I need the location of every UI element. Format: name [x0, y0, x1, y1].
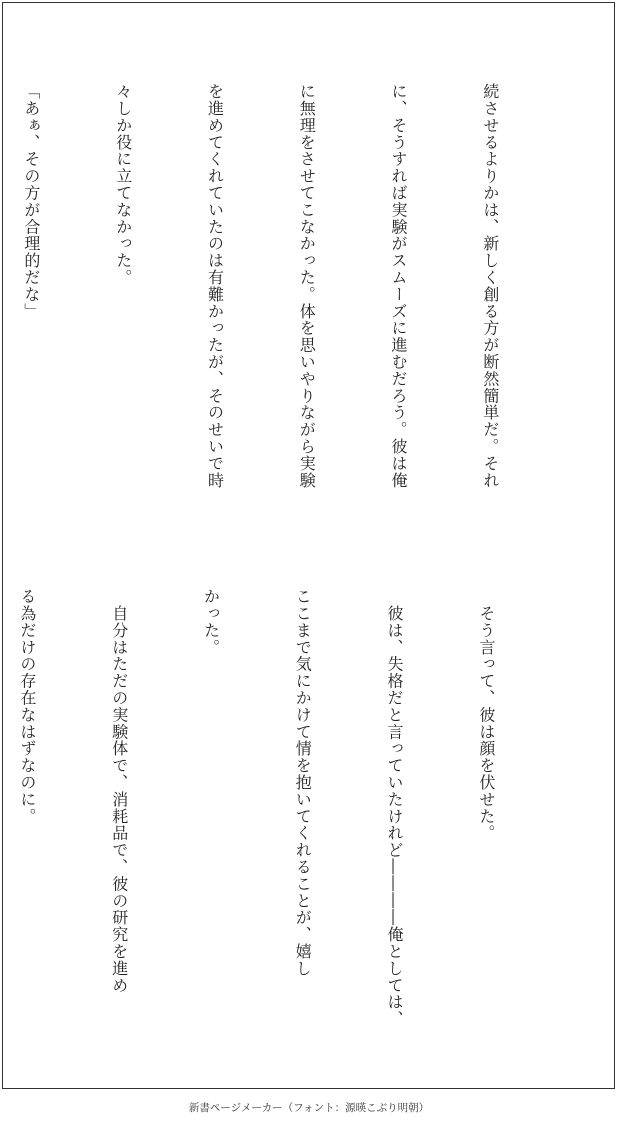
book-page [2, 2, 615, 1089]
text-line: を進めてくれていたのは有難かったが、そのせいで時 [205, 83, 225, 489]
text-line: に、そうすれば実験がスムーズに進むだろう。彼は俺 [389, 83, 409, 489]
page-footer-credit: 新書ページメーカー（フォント：源暎こぶり明朝） [188, 1102, 430, 1114]
text-column-top [0, 83, 566, 533]
text-line: に無理をさせてこなかった。体を思いやりながら実験 [297, 83, 317, 489]
text-line: 々しか役に立てなかった。 [113, 83, 133, 286]
text-line: 自分はただの実験体で、消耗品で、彼の研究を進め [109, 588, 129, 994]
text-line: かった。 [201, 588, 221, 656]
text-line: 彼は、失格だと言っていたけれど――――俺としては、 [385, 588, 405, 1028]
text-line: 「あぁ、その方が合理的だな」 [21, 83, 41, 320]
text-column-bottom [0, 588, 562, 1038]
text-line: ここまで気にかけて情を抱いてくれることが、嬉し [293, 588, 313, 977]
text-line: そう言って、彼は顔を伏せた。 [476, 588, 496, 842]
text-line: る為だけの存在なはずなのに。 [17, 588, 37, 825]
text-line: 続させるよりかは、新しく創る方が断然簡単だ。それ [480, 83, 500, 489]
